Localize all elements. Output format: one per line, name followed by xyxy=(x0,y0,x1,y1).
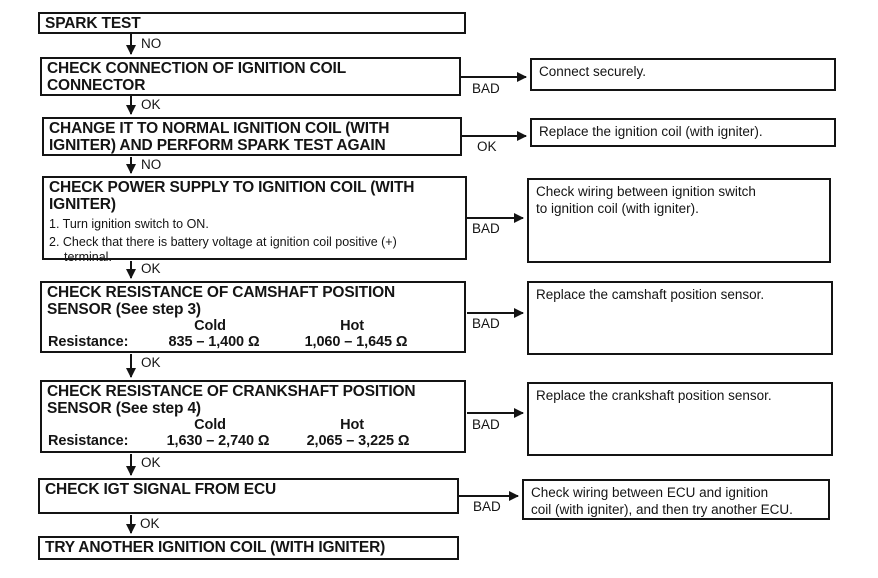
edge-label-bad-5: BAD xyxy=(473,499,501,514)
edge-label-ok-2: OK xyxy=(141,261,161,276)
check-list xyxy=(49,215,397,266)
result-text-line: to ignition coil (with igniter). xyxy=(536,200,699,216)
edge-label-no-2: NO xyxy=(141,157,162,172)
edge-label-bad-4: BAD xyxy=(472,417,500,432)
result-text-line: Check wiring between ignition switch xyxy=(536,184,756,199)
hot-column-header: Hot xyxy=(340,318,364,334)
result-text-line: Replace the ignition coil (with igniter). xyxy=(539,124,763,139)
step-title-line: CHECK POWER SUPPLY TO IGNITION COIL (WITH xyxy=(49,179,415,196)
edge-label-ok-right: OK xyxy=(477,139,497,154)
result-check-wiring-ecu xyxy=(522,479,830,520)
flow-step-change-coil xyxy=(42,117,462,156)
hot-column-header: Hot xyxy=(340,417,364,433)
check-item-1: 1. Turn ignition switch to ON. xyxy=(49,217,209,231)
cold-resistance-value: 835 – 1,400 Ω xyxy=(168,334,260,350)
hot-resistance-value: 2,065 – 3,225 Ω xyxy=(306,433,410,449)
result-check-wiring-ignition-switch xyxy=(527,178,831,263)
resistance-row-label: Resistance: xyxy=(48,334,129,350)
step-title-line: CONNECTOR xyxy=(47,76,146,94)
result-text-line: Replace the crankshaft position sensor. xyxy=(536,388,772,403)
result-text-line: Replace the camshaft position sensor. xyxy=(536,287,765,302)
hot-resistance-value: 1,060 – 1,645 Ω xyxy=(304,334,408,350)
step-title-line: IGNITER) xyxy=(49,195,116,213)
edge-label-bad-2: BAD xyxy=(472,221,500,236)
flow-step-try-another-coil xyxy=(38,536,459,560)
step-title-line: SENSOR (See step 4) xyxy=(47,399,201,417)
step-title-line: SENSOR (See step 3) xyxy=(47,300,201,318)
flow-step-camshaft-resistance xyxy=(40,281,466,353)
step-title-line: IGNITER) AND PERFORM SPARK TEST AGAIN xyxy=(49,136,386,154)
flow-step-crankshaft-resistance xyxy=(40,380,466,453)
result-text-line: Connect securely. xyxy=(539,64,647,79)
spark-test-title: SPARK TEST xyxy=(45,15,141,32)
end-title: TRY ANOTHER IGNITION COIL (WITH IGNITER) xyxy=(45,539,386,556)
result-connect-securely xyxy=(530,58,836,91)
result-replace-crankshaft-sensor xyxy=(527,382,833,456)
flow-step-spark-test xyxy=(38,12,466,34)
edge-label-ok-4: OK xyxy=(141,455,161,470)
step-title-line: CHANGE IT TO NORMAL IGNITION COIL (WITH xyxy=(49,120,390,137)
edge-label-ok-5: OK xyxy=(140,516,160,531)
resistance-row-label: Resistance: xyxy=(48,433,129,449)
cold-column-header: Cold xyxy=(194,417,226,433)
check-item-2-continuation: terminal. xyxy=(64,250,112,264)
step-title-line: CHECK RESISTANCE OF CRANKSHAFT POSITION xyxy=(47,383,416,400)
flow-step-igt-signal xyxy=(38,478,459,514)
result-text-line: coil (with igniter), and then try another ECU. xyxy=(531,501,793,517)
flow-step-power-supply xyxy=(42,176,467,264)
flow-step-check-connection xyxy=(40,57,461,96)
check-item-2: 2. Check that there is battery voltage at ignition coil positive (+) xyxy=(49,234,397,249)
edge-label-bad-1: BAD xyxy=(472,81,500,96)
edge-label-no-1: NO xyxy=(141,36,162,51)
step-title-line: CHECK RESISTANCE OF CAMSHAFT POSITION xyxy=(47,284,396,301)
cold-column-header: Cold xyxy=(194,318,226,334)
edge-label-ok-3: OK xyxy=(141,355,161,370)
result-text-line: Check wiring between ECU and ignition xyxy=(531,485,769,500)
result-replace-ignition-coil xyxy=(530,118,836,147)
edge-label-ok-1: OK xyxy=(141,97,161,112)
cold-resistance-value: 1,630 – 2,740 Ω xyxy=(166,433,270,449)
step-title-line: CHECK IGT SIGNAL FROM ECU xyxy=(45,481,277,498)
edge-label-bad-3: BAD xyxy=(472,316,500,331)
step-title-line: CHECK CONNECTION OF IGNITION COIL xyxy=(47,60,347,77)
result-replace-camshaft-sensor xyxy=(527,281,833,355)
